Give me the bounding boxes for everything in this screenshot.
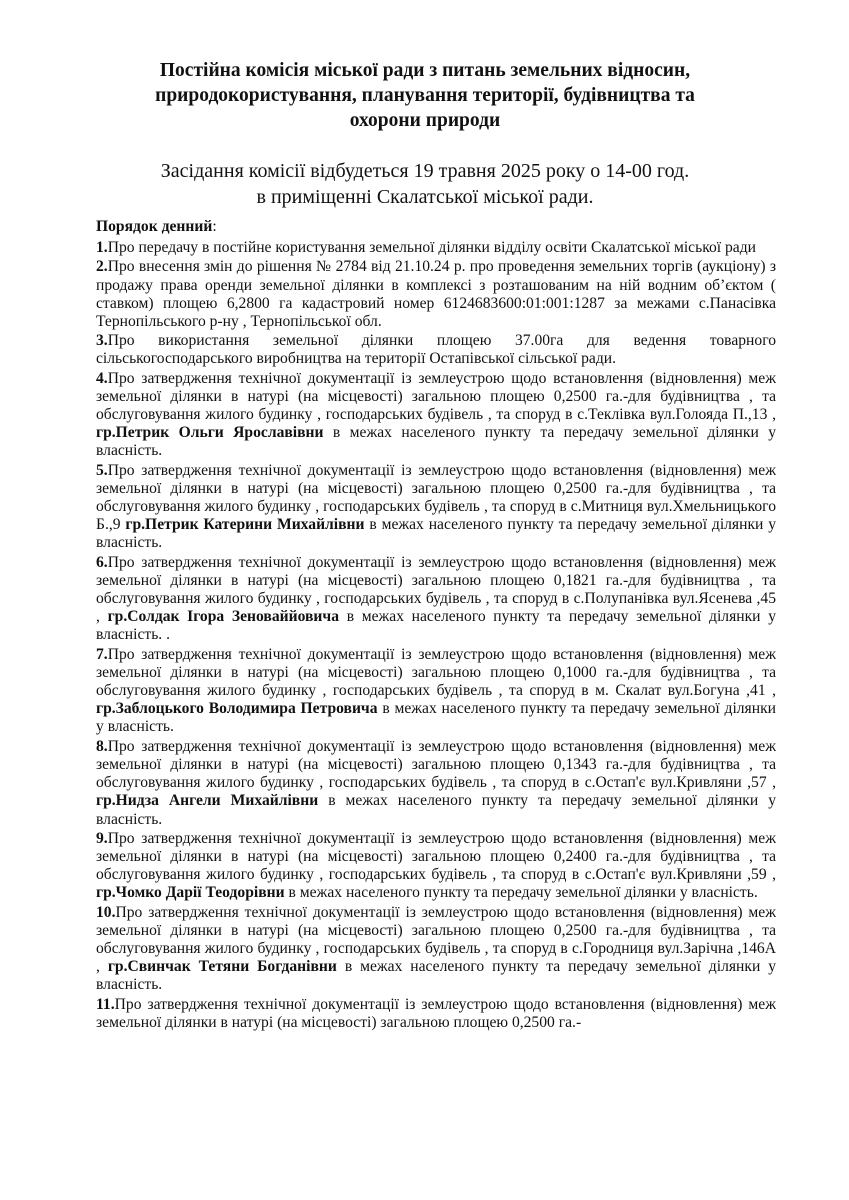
agenda-item-text: Про затвердження технічної документації із землеустрою щодо встановлення (відновлення) меж земельної ділянки в натурі (на місцевості) загальною площею 0,2500 га.-для будівництва , та обслуговування жилого будинку , господарських будівель , та споруд в с.Городниця вул.Зарічна ,146А , — [96, 903, 776, 976]
agenda-list — [96, 239, 776, 1032]
commission-title: Постійна комісія міської ради з питань земельних відносин, природокористування, планування території, будівництва та охорони природи — [155, 60, 695, 131]
agenda-item — [96, 332, 776, 368]
agenda-item — [96, 239, 776, 257]
agenda-item-text-tail: в межах населеного пункту та передачу земельної ділянки у власність. — [288, 884, 758, 902]
agenda-item-text: Про внесення змін до рішення № 2784 від 21.10.24 р. про проведення земельних торгів (аукціону) з продажу права оренди земельної ділянки в комплексі з розташованим на ній водним об’єктом ( ставком) площею 6,2800 га кадастровий номер 6124683600:01:001:1287 за межами с.Панасівка Тернопільського р-ну , Тернопільської обл. — [96, 258, 776, 331]
meeting-date-line: Засідання комісії відбудеться 19 травня 2025 року о 14-00 год. — [160, 160, 690, 182]
agenda-item-text-tail: в межах населеного пункту та передачу земельної ділянки у власність. — [96, 700, 776, 736]
meeting-announcement — [80, 158, 770, 210]
agenda-item — [96, 996, 776, 1032]
agenda-item-number: 11. — [96, 995, 115, 1013]
agenda-item — [96, 370, 776, 461]
agenda-item-number: 1. — [96, 239, 108, 257]
agenda-item-number: 10. — [96, 903, 116, 921]
agenda-item — [96, 554, 776, 645]
agenda-item-text-tail: в межах населеного пункту та передачу земельної ділянки у власність. — [96, 958, 776, 994]
agenda-item-text-tail: в межах населеного пункту та передачу земельної ділянки у власність. — [96, 424, 777, 460]
agenda-item — [96, 904, 776, 995]
applicant-name: гр.Петрик Катерини Михайлівни — [125, 516, 365, 534]
agenda-item — [96, 830, 776, 903]
agenda-item-text: Про використання земельної ділянки площею 37.00га для ведення товарного сільськогосподарського виробництва на території Остапівської сільської ради. — [96, 332, 776, 368]
agenda-item — [96, 258, 776, 331]
agenda-item-text: Про затвердження технічної документації із землеустрою щодо встановлення (відновлення) меж земельної ділянки в натурі (на місцевості) загальною площею 0,1000 га.-для будівництва , та обслуговування жилого будинку , господарських будівель , та споруд в м. Скалат вул.Богуна ,41 , — [96, 645, 776, 700]
agenda-item-number: 8. — [96, 737, 108, 755]
applicant-name: гр.Нидза Ангели Михайлівни — [96, 792, 319, 810]
agenda-item-number: 7. — [96, 645, 108, 663]
agenda-item-text: Про затвердження технічної документації із землеустрою щодо встановлення (відновлення) меж земельної ділянки в натурі (на місцевості) загальною площею 0,2400 га.-для будівництва , та обслуговування жилого будинку , господарських будівель , та споруд в с.Остап'є вул.Кривляни ,59 , — [96, 829, 776, 884]
agenda-item — [96, 646, 776, 737]
agenda-item — [96, 738, 776, 829]
agenda-item-text: Про передачу в постійне користування земельної ділянки відділу освіти Скалатської міської ради — [107, 239, 757, 257]
agenda-item-number: 9. — [96, 829, 108, 847]
agenda-item — [96, 462, 776, 553]
agenda — [96, 218, 776, 1033]
agenda-item-text-tail: в межах населеного пункту та передачу земельної ділянки у власність. — [96, 792, 776, 828]
agenda-heading — [96, 218, 776, 236]
agenda-item-text: Про затвердження технічної документації із землеустрою щодо встановлення (відновлення) меж земельної ділянки в натурі (на місцевості) загальною площею 0,1343 га.-для будівництва , та обслуговування жилого будинку , господарських будівель , та споруд в с.Остап'є вул.Кривляни ,57 , — [96, 737, 776, 792]
agenda-item-text-tail: в межах населеного пункту та передачу земельної ділянки у власність. . — [96, 608, 776, 644]
agenda-item-number: 4. — [96, 369, 108, 387]
applicant-name: гр.Свинчак Тетяни Богданівни — [107, 958, 337, 976]
agenda-item-text: Про затвердження технічної документації із землеустрою щодо встановлення (відновлення) меж земельної ділянки в натурі (на місцевості) загальною площею 0,2500 га.-для будівництва , та обслуговування жилого будинку , господарських будівель , та споруд в с.Теклівка вул.Голояда П.,13 , — [96, 369, 776, 424]
meeting-location-line: в приміщенні Скалатської міської ради. — [256, 186, 594, 208]
applicant-name: гр.Петрик Ольги Ярославівни — [96, 424, 324, 442]
agenda-item-number: 6. — [96, 553, 108, 571]
agenda-heading-text: Порядок денний — [96, 218, 213, 235]
agenda-heading-colon: : — [212, 218, 217, 235]
agenda-item-text: Про затвердження технічної документації із землеустрою щодо встановлення (відновлення) меж земельної ділянки в натурі (на місцевості) загальною площею 0,2500 га.-для будівництва , та обслуговування жилого будинку , господарських будівель , та споруд в с.Митниця вул.Хмельницького Б.,9 — [96, 461, 776, 534]
agenda-item-text: Про затвердження технічної документації із землеустрою щодо встановлення (відновлення) меж земельної ділянки в натурі (на місцевості) загальною площею 0,2500 га.- — [96, 995, 776, 1031]
applicant-name: гр.Солдак Ігора Зеноваййовича — [107, 608, 340, 626]
agenda-item-number: 3. — [96, 332, 108, 350]
agenda-item-text: Про затвердження технічної документації із землеустрою щодо встановлення (відновлення) меж земельної ділянки в натурі (на місцевості) загальною площею 0,1821 га.-для будівництва , та обслуговування жилого будинку , господарських будівель , та споруд в с.Полупанівка вул.Ясенева ,45 , — [96, 553, 776, 626]
applicant-name: гр.Чомко Дарії Теодорівни — [96, 884, 285, 902]
applicant-name: гр.Заблоцького Володимира Петровича — [96, 700, 378, 718]
agenda-item-number: 5. — [96, 461, 108, 479]
agenda-item-text-tail: в межах населеного пункту та передачу земельної ділянки у власність. — [96, 516, 777, 552]
agenda-item-number: 2. — [96, 258, 108, 276]
